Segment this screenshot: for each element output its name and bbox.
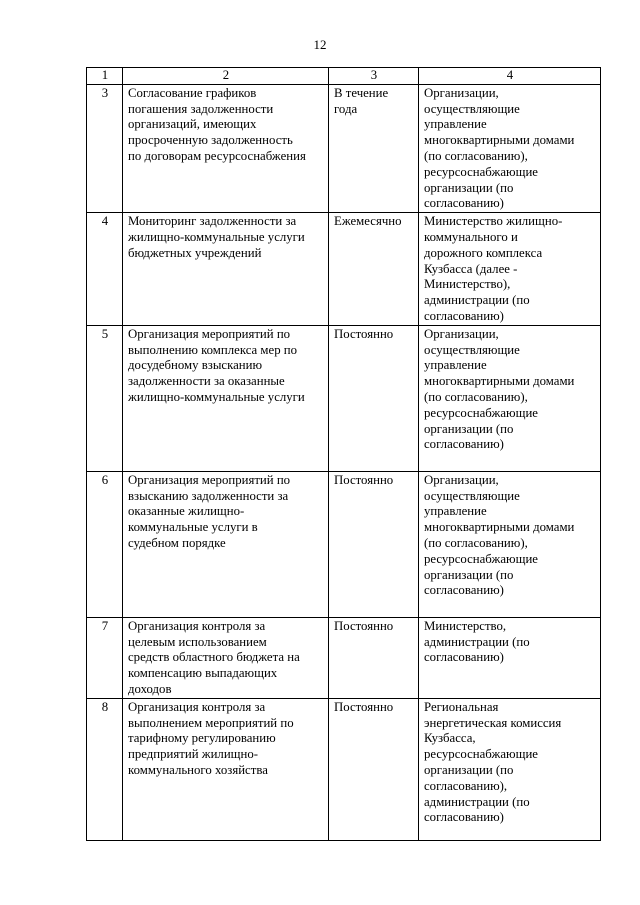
deadline-cell (329, 213, 419, 326)
responsible-cell (419, 213, 601, 326)
column-header-4: 4 (419, 68, 601, 85)
deadline-cell (329, 617, 419, 698)
activity-text: Согласование графиков погашения задолженности организаций, имеющих просроченную задолженность по договорам ресурсоснабжения (128, 85, 306, 163)
table-row (87, 698, 601, 840)
responsible-cell (419, 698, 601, 840)
table-row (87, 617, 601, 698)
measures-table (86, 67, 601, 841)
responsible-cell (419, 325, 601, 471)
responsible-cell (419, 471, 601, 617)
responsible-cell (419, 617, 601, 698)
deadline-text: Постоянно (334, 618, 394, 633)
activity-cell (123, 213, 329, 326)
activity-text: Мониторинг задолженности за жилищно-коммунальные услуги бюджетных учреждений (128, 214, 305, 260)
activity-cell (123, 698, 329, 840)
table-row (87, 325, 601, 471)
row-number: 8 (87, 698, 123, 840)
activity-cell (123, 84, 329, 212)
table-row (87, 84, 601, 212)
column-header-3: 3 (329, 68, 419, 85)
table-row (87, 471, 601, 617)
responsible-text: Организации, осуществляющие управление многоквартирными домами (по согласованию), ресурсоснабжающие организации (по согласованию) (424, 326, 575, 452)
responsible-cell (419, 84, 601, 212)
activity-text: Организация контроля за выполнением мероприятий по тарифному регулированию предприятий жилищно- коммунального хозяйства (128, 699, 294, 777)
responsible-text: Организации, осуществляющие управление многоквартирными домами (по согласованию), ресурсоснабжающие организации (по согласованию) (424, 472, 575, 598)
deadline-text: Постоянно (334, 699, 394, 714)
deadline-text: Ежемесячно (334, 214, 402, 229)
activity-text: Организация мероприятий по взысканию задолженности за оказанные жилищно- коммунальные услуги в судебном порядке (128, 472, 291, 550)
row-number: 7 (87, 617, 123, 698)
activity-cell (123, 617, 329, 698)
responsible-text: Министерство жилищно- коммунального и дорожного комплекса Кузбасса (далее - Министерство), администрации (по согласованию) (424, 214, 563, 323)
deadline-cell (329, 84, 419, 212)
responsible-text: Организации, осуществляющие управление многоквартирными домами (по согласованию), ресурсоснабжающие организации (по согласованию) (424, 85, 575, 211)
deadline-cell (329, 325, 419, 471)
deadline-text: Постоянно (334, 326, 394, 341)
responsible-text: Региональная энергетическая комиссия Кузбасса, ресурсоснабжающие организации (по согласованию), администрации (по согласованию) (424, 699, 562, 825)
deadline-text: В течение года (334, 85, 389, 116)
page-number: 12 (313, 37, 327, 52)
deadline-cell (329, 698, 419, 840)
row-number: 4 (87, 213, 123, 326)
activity-text: Организация мероприятий по выполнению комплекса мер по досудебному взысканию задолженности за оказанные жилищно-коммунальные услуги (128, 326, 305, 404)
row-number: 3 (87, 84, 123, 212)
deadline-cell (329, 471, 419, 617)
row-number: 5 (87, 325, 123, 471)
responsible-text: Министерство, администрации (по согласованию) (424, 618, 530, 665)
row-number: 6 (87, 471, 123, 617)
activity-text: Организация контроля за целевым использованием средств областного бюджета на компенсацию выпадающих доходов (128, 618, 300, 696)
table-row (87, 213, 601, 326)
activity-cell (123, 471, 329, 617)
activity-cell (123, 325, 329, 471)
table-header-row (87, 68, 601, 85)
column-header-2: 2 (123, 68, 329, 85)
column-header-1: 1 (87, 68, 123, 85)
deadline-text: Постоянно (334, 472, 394, 487)
